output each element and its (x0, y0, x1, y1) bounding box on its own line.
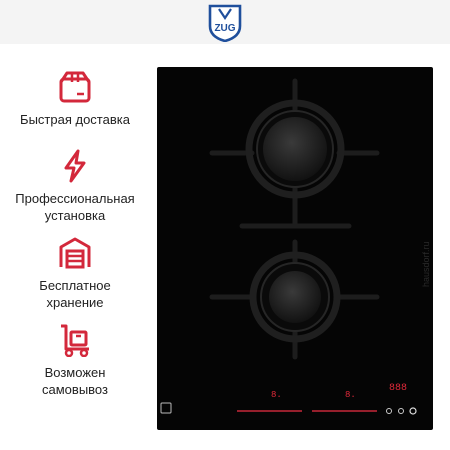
display-right: 8. (345, 390, 356, 400)
feature-installation (0, 149, 150, 224)
timer-button[interactable] (387, 409, 392, 414)
logo-text: ZUG (214, 23, 236, 34)
lightning-icon (58, 149, 92, 183)
feature-storage (0, 236, 150, 311)
top-burner (212, 81, 377, 225)
brand-badge-icon (161, 403, 171, 413)
power-button[interactable] (410, 408, 416, 414)
feature-installation-label: Профессиональная установка (15, 191, 135, 223)
vzug-shield-logo-icon (207, 4, 243, 42)
feature-pickup-label: Возможен самовывоз (42, 365, 108, 397)
vzug-logo[interactable] (207, 4, 243, 42)
feature-storage-label: Бесплатное хранение (39, 278, 111, 310)
gas-hob-illustration (157, 67, 433, 430)
feature-pickup (0, 323, 150, 398)
gas-hob-product-image (157, 67, 433, 430)
lock-button[interactable] (399, 409, 404, 414)
hand-truck-icon (58, 323, 92, 357)
display-left: 8. (271, 390, 282, 400)
feature-delivery (0, 70, 150, 128)
control-panel (161, 383, 416, 414)
display-timer: 888 (389, 383, 408, 394)
feature-delivery-label: Быстрая доставка (20, 112, 130, 127)
warehouse-icon (58, 236, 92, 270)
watermark-text: hausdorf.ru (421, 241, 431, 287)
bottom-burner (212, 242, 377, 357)
box-icon (58, 70, 92, 104)
